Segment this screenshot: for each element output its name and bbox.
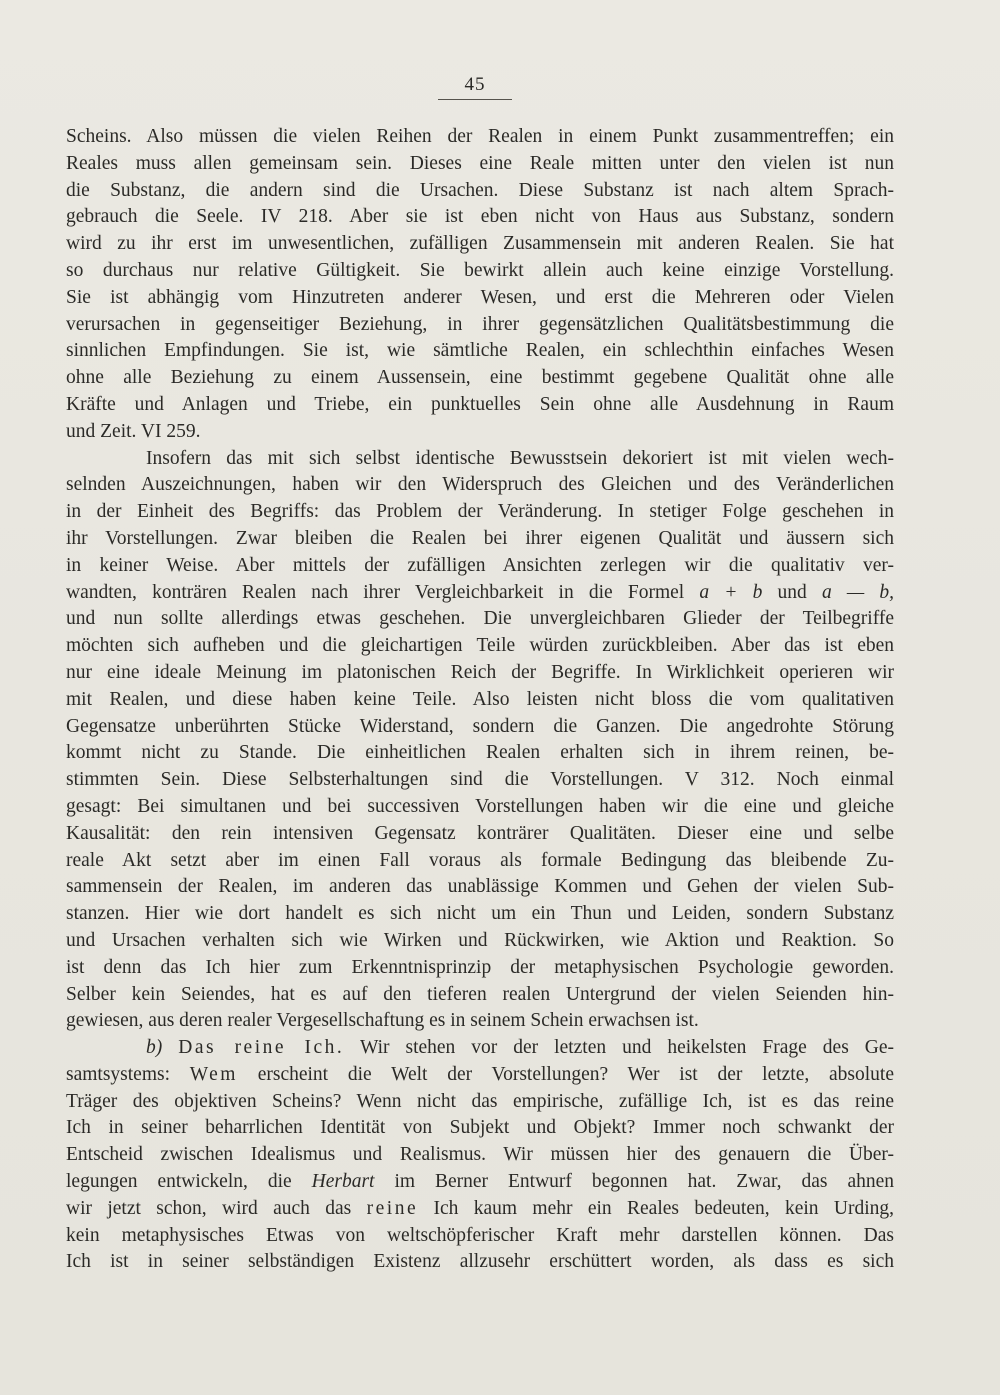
text-line: Gegensatze unberührten Stücke Widerstand, sondern die Ganzen. Die angedrohte Störung (66, 715, 894, 737)
text-line: verursachen in gegenseitiger Beziehung, in ihrer gegensätzlichen Qualitätsbestimmung die (66, 313, 894, 335)
text-line: sinnlichen Empfindungen. Sie ist, wie sämtliche Realen, ein schlechthin einfaches Wesen (66, 340, 894, 362)
emphasis-wem: Wem (189, 1063, 238, 1085)
text-line: ohne alle Beziehung zu einem Aussensein, eine bestimmt gegebene Qualität ohne alle (66, 367, 894, 389)
text-line: kommt nicht zu Stande. Die einheitlichen Realen erhalten sich in ihrem reinen, be- (66, 742, 894, 764)
text-line: und Ursachen verhalten sich wie Wirken und Rückwirken, wie Aktion und Reaktion. So (66, 929, 894, 951)
text-segment: im Berner Entwurf begonnen hat. Zwar, das ahnen (394, 1171, 895, 1193)
text-line (66, 1169, 894, 1196)
section-title: Das reine Ich. (178, 1037, 345, 1059)
text-line: in der Einheit des Begriffs: das Problem der Veränderung. In stetiger Folge geschehen in (66, 501, 894, 523)
text-line: gebrauch die Seele. IV 218. Aber sie ist eben nicht von Haus aus Substanz, sondern (66, 206, 894, 228)
text-line: Ich in seiner beharrlichen Identität von Subjekt und Objekt? Immer noch schwankt der (66, 1117, 894, 1139)
text-segment: Wir stehen vor der letzten und heikelsten Frage des Ge- (359, 1037, 894, 1059)
text-line: in keiner Weise. Aber mittels der zufälligen Ansichten zerlegen wir die qualitativ ver- (66, 554, 894, 576)
text-line: ist denn das Ich hier zum Erkenntnisprinzip der metaphysischen Psychologie geworden. (66, 956, 894, 978)
formula-a-minus-b: a — b, (821, 581, 895, 603)
text-line: Träger des objektiven Scheins? Wenn nicht das empirische, zufällige Ich, ist es das reine (66, 1090, 894, 1112)
text-line: Scheins. Also müssen die vielen Reihen der Realen in einem Punkt zusammentreffen; ein (66, 126, 894, 147)
text-line: sammensein der Realen, im anderen das unablässige Kommen und Gehen der vielen Sub- (66, 876, 894, 898)
text-line: gesagt: Bei simultanen und bei successiven Vorstellungen haben wir die eine und gleiche (66, 795, 894, 817)
text-segment: erscheint die Welt der Vorstellungen? Wer ist der letzte, absolute (257, 1063, 894, 1085)
text-line: Insofern das mit sich selbst identische Bewusstsein dekoriert ist mit vielen wech- (146, 447, 894, 469)
text-segment: wir jetzt schon, wird auch das (66, 1197, 352, 1219)
text-line: kein metaphysisches Etwas von weltschöpferischer Kraft mehr darstellen können. Das (66, 1224, 894, 1246)
text-line: stanzen. Hier wie dort handelt es sich nicht um ein Thun und Leiden, sondern Substanz (66, 903, 894, 925)
body-text (66, 124, 894, 1276)
text-line: nur eine ideale Meinung im platonischen Reich der Begriffe. In Wirklichkeit operieren wir (66, 661, 894, 683)
text-segment: legungen entwickeln, die (66, 1171, 292, 1193)
text-line: Ich ist in seiner selbständigen Existenz allzusehr erschüttert worden, als dass es sich (66, 1251, 894, 1273)
page-number: 45 (464, 74, 486, 95)
text-line (66, 1062, 894, 1089)
text-line: und Zeit. VI 259. (66, 420, 201, 442)
text-line: Selber kein Seiendes, hat es auf den tieferen realen Untergrund der vielen Seienden hin- (66, 983, 894, 1005)
text-segment: samtsystems: (66, 1063, 171, 1085)
text-line: mit Realen, und diese haben keine Teile. Also leisten nicht bloss die vom qualitativen (66, 688, 894, 710)
section-marker: b) (146, 1037, 163, 1059)
text-segment: und (777, 581, 807, 603)
text-line: Kräfte und Anlagen und Triebe, ein punktuelles Sein ohne alle Ausdehnung in Raum (66, 393, 894, 415)
text-line: so durchaus nur relative Gültigkeit. Sie bewirkt allein auch keine einzige Vorstellung. (66, 259, 894, 281)
text-line: die Substanz, die andern sind die Ursachen. Diese Substanz ist nach altem Sprach- (66, 179, 894, 201)
text-line: gewiesen, aus deren realer Vergesellschaftung es in seinem Schein erwachsen ist. (66, 1010, 699, 1032)
text-line: Reales muss allen gemeinsam sein. Dieses eine Reale mitten unter den vielen ist nun (66, 152, 894, 174)
emphasis-reine: reine (366, 1197, 419, 1219)
section-heading-line (66, 1035, 894, 1062)
text-line: Kausalität: den rein intensiven Gegensatz konträrer Qualitäten. Dieser eine und selbe (66, 822, 894, 844)
text-line: Sie ist abhängig vom Hinzutreten anderer Wesen, und erst die Mehreren oder Vielen (66, 286, 894, 308)
text-segment: Ich kaum mehr ein Reales bedeuten, kein Urding, (433, 1197, 894, 1219)
text-segment: wandten, konträren Realen nach ihrer Vergleichbarkeit in die Formel (66, 581, 685, 603)
text-line: ihr Vorstellungen. Zwar bleiben die Realen bei ihrer eigenen Qualität und äussern sich (66, 527, 894, 549)
name-herbart: Herbart (311, 1171, 375, 1193)
formula-a-plus-b: a + b (699, 581, 763, 603)
text-line: stimmten Sein. Diese Selbsterhaltungen sind die Vorstellungen. V 312. Noch einmal (66, 769, 894, 791)
text-line: reale Akt setzt aber im einen Fall voraus als formale Bedingung das bleibende Zu- (66, 849, 894, 871)
text-line: wird zu ihr erst im unwesentlichen, zufälligen Zusammensein mit anderen Realen. Sie hat (66, 233, 894, 255)
page-number-rule (438, 99, 512, 100)
text-line: Entscheid zwischen Idealismus und Realismus. Wir müssen hier des genauern die Über- (66, 1144, 894, 1166)
text-line: möchten sich aufheben und die gleichartigen Teile würden zurückbleiben. Aber das ist eben (66, 635, 894, 657)
text-line: selnden Auszeichnungen, haben wir den Widerspruch des Gleichen und des Veränderlichen (66, 474, 894, 496)
text-line-formula (66, 580, 894, 607)
text-line (66, 1196, 894, 1223)
text-line: und nun sollte allerdings etwas geschehen. Die unvergleichbaren Glieder der Teilbegriffe (66, 608, 894, 630)
